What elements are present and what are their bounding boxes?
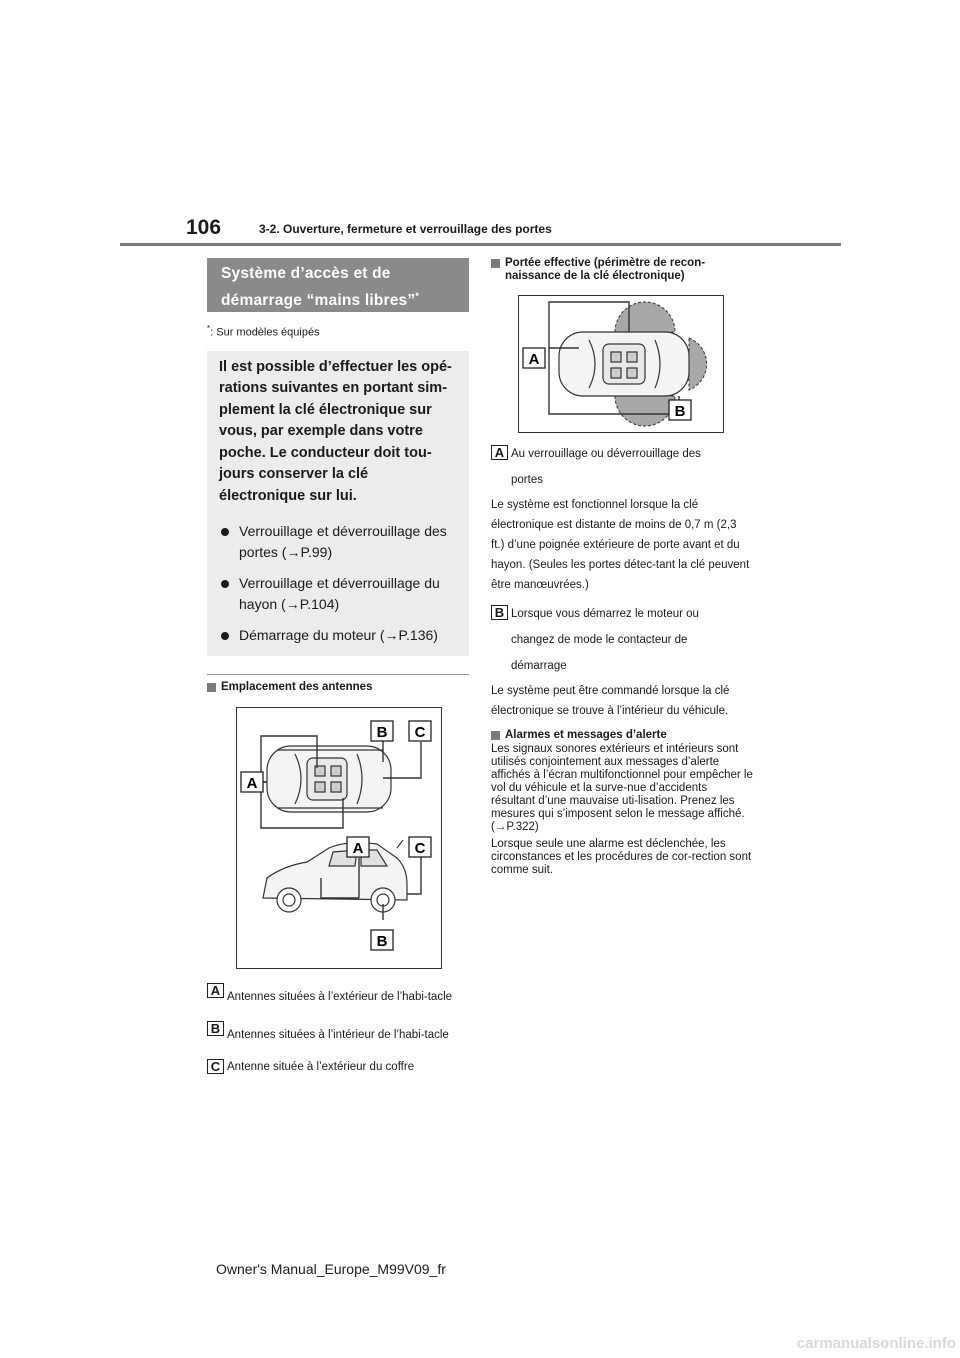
footnote-text: : Sur modèles équipés — [210, 326, 320, 339]
feature-item — [219, 521, 457, 563]
title-line-2-text: démarrage “mains libres” — [221, 292, 416, 310]
figure-label-b-top — [371, 721, 393, 741]
range-a-title-text: Au verrouillage ou déverrouillage des portes — [511, 448, 701, 486]
bullet-icon — [221, 528, 229, 536]
alarms-text-1: Les signaux sonores extérieurs et intérieurs sont utilisés conjointement aux messages d’alerte affichés à l’écran multifonctionnel pour empêcher le vol du véhicule et la surve-nue d’accidents résultant d’une mauvaise uti-lisation. Prenez les mesures qui s’imposent selon le message affiché. (→P.322) — [491, 743, 753, 833]
range-heading-text: Portée effective (périmètre de recon-naissance de la clé électronique) — [505, 257, 706, 282]
intro-box — [207, 351, 469, 657]
feature-list — [219, 521, 457, 646]
alarms-text-2: Lorsque seule une alarme est déclenchée, les circonstances et les procédures de cor-rection sont comme suit. — [491, 838, 752, 876]
bullet-icon — [221, 632, 229, 640]
title-line-1: Système d’accès et de — [221, 265, 391, 282]
page-number: 106 — [186, 216, 222, 239]
alarms-heading — [491, 729, 753, 741]
range-b-text: Le système peut être commandé lorsque la clé électronique se trouve à l’intérieur du véhicule. — [491, 685, 730, 717]
left-column — [207, 258, 469, 1079]
feature-item-text: Démarrage du moteur (→P.136) — [239, 627, 438, 644]
bullet-icon — [221, 580, 229, 588]
feature-item — [219, 573, 457, 615]
svg-text:C: C — [414, 840, 426, 858]
range-b-title-text: Lorsque vous démarrez le moteur ou changez de mode le contacteur de démarrage — [511, 608, 699, 672]
antenna-diagram — [237, 708, 441, 968]
watermark-logo — [780, 1320, 960, 1358]
legend-item-c — [207, 1055, 469, 1079]
section-title: 3-2. Ouverture, fermeture et verrouillage des portes — [259, 222, 552, 236]
range-a-text: Le système est fonctionnel lorsque la clé électronique est distante de moins de 0,7 m (2,3 ft.) d’une poignée extérieure de porte avant et du hayon. (Seules les portes détec-tant la clé peuvent être manœuvrées.) — [491, 499, 750, 591]
legend-item-a — [207, 979, 469, 1015]
range-heading — [491, 257, 753, 283]
section-title-box — [207, 258, 469, 312]
figure-label-b-bottom — [371, 930, 393, 950]
figure-label-b — [669, 400, 691, 420]
svg-text:B: B — [674, 403, 686, 420]
legend-text: Antennes situées à l’extérieur de l’habi-tacle — [227, 991, 453, 1004]
svg-text:C: C — [414, 724, 426, 742]
feature-item-text: Verrouillage et déverrouillage des portes (→P.99) — [239, 523, 447, 561]
section-divider — [207, 674, 469, 675]
svg-text:B: B — [376, 933, 388, 951]
square-bullet-icon — [491, 259, 500, 268]
car-top-view-icon — [559, 332, 689, 396]
legend-label: A — [491, 445, 508, 460]
figure-label-a-side — [347, 837, 369, 857]
range-a-title — [491, 441, 753, 493]
intro-text: Il est possible d’effectuer les opé-rations suivantes en portant sim-plement la clé électronique sur vous, par exemple dans votre poche. Le conducteur doit tou-jours conserver la clé électronique sur lui. — [219, 358, 452, 504]
figure-label-c-side — [409, 837, 431, 857]
antennas-heading — [207, 681, 469, 693]
legend-label: A — [207, 983, 224, 998]
svg-text:A: A — [528, 351, 540, 368]
footer-text: Owner's Manual_Europe_M99V09_fr — [216, 1261, 446, 1277]
range-figure — [518, 295, 724, 433]
antenna-legend — [207, 979, 469, 1079]
title-asterisk: * — [415, 291, 420, 301]
figure-label-a — [523, 348, 545, 368]
title-line-2 — [221, 285, 455, 312]
legend-text: Antenne située à l’extérieur du coffre — [227, 1061, 415, 1074]
legend-label: B — [207, 1021, 224, 1036]
legend-label: B — [491, 605, 508, 620]
legend-text: Antennes situées à l’intérieur de l’habi-tacle — [227, 1029, 449, 1042]
car-top-view-icon — [267, 746, 391, 812]
legend-item-b — [207, 1017, 469, 1053]
svg-text:carmanualsonline.info: carmanualsonline.info — [796, 1335, 956, 1352]
square-bullet-icon — [207, 683, 216, 692]
svg-text:B: B — [376, 724, 388, 742]
svg-text:A: A — [352, 840, 364, 858]
alarms-heading-text: Alarmes et messages d’alerte — [505, 729, 667, 741]
feature-item-text: Verrouillage et déverrouillage du hayon (→P.104) — [239, 575, 440, 613]
feature-item — [219, 625, 457, 646]
range-b-title — [491, 601, 753, 679]
right-column — [491, 257, 753, 877]
header-rule — [120, 243, 841, 246]
figure-label-c-top — [409, 721, 431, 741]
square-bullet-icon — [491, 731, 500, 740]
antenna-location-figure — [236, 707, 442, 969]
antennas-heading-text: Emplacement des antennes — [221, 681, 373, 694]
footnote-mark: * — [207, 324, 211, 333]
car-side-view-icon — [263, 840, 407, 912]
figure-label-a-left — [241, 772, 263, 792]
legend-label: C — [207, 1059, 224, 1074]
svg-text:A: A — [246, 775, 258, 793]
range-diagram — [519, 296, 723, 432]
footnote — [207, 324, 469, 339]
